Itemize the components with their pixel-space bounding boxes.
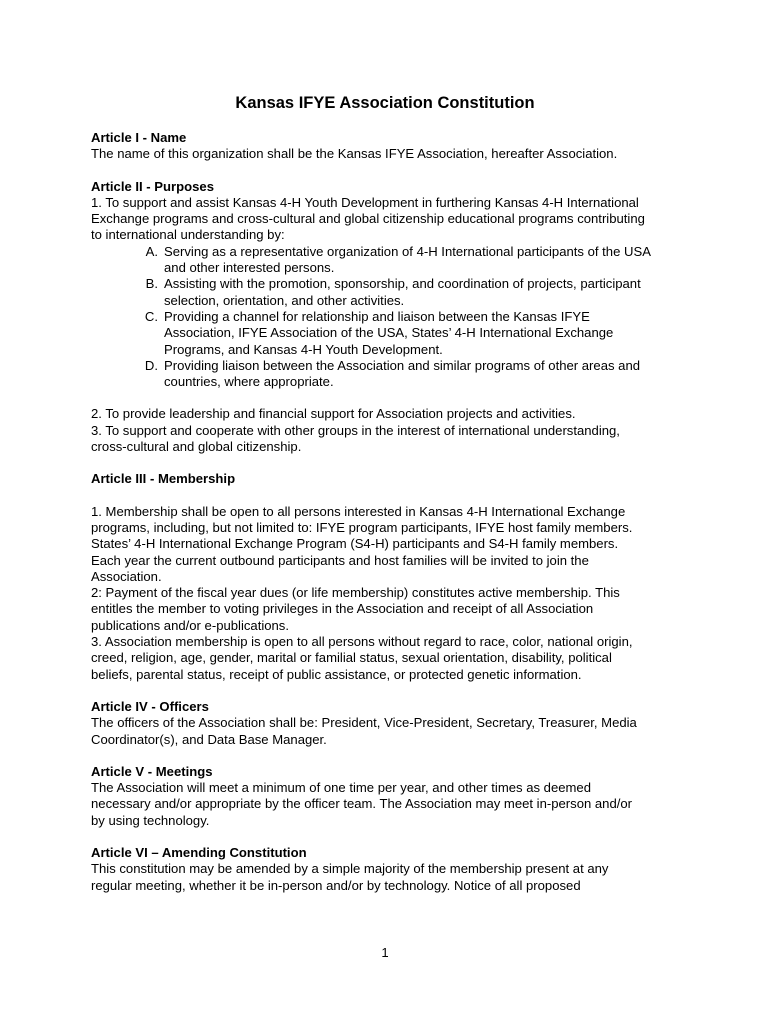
list-marker: A.: [145, 243, 158, 259]
paragraph-line: 1. Membership shall be open to all persons interested in Kansas 4-H International Exchange: [91, 503, 626, 519]
article-heading: Article II - Purposes: [91, 178, 214, 194]
list-item: [136, 358, 691, 391]
paragraph-line: programs, including, but not limited to: IFYE program participants, IFYE host family members.: [91, 519, 633, 535]
paragraph-line: Coordinator(s), and Data Base Manager.: [91, 731, 327, 747]
document-body: [91, 130, 691, 894]
list-item-line: Providing liaison between the Association and similar programs of other areas and: [164, 357, 641, 373]
list-item-line: countries, where appropriate.: [164, 374, 334, 390]
paragraph-line: The officers of the Association shall be: President, Vice-President, Secretary, Treasurer, Media: [91, 715, 637, 731]
paragraph-line: 2: Payment of the fiscal year dues (or life membership) constitutes active membership. This: [91, 585, 620, 601]
list-item-line: Providing a channel for relationship and liaison between the Kansas IFYE: [164, 308, 590, 324]
article-3: [91, 471, 691, 683]
article-4: [91, 699, 691, 748]
list-item-line: Association, IFYE Association of the USA, States’ 4-H International Exchange: [164, 325, 614, 341]
article-heading: Article V - Meetings: [91, 763, 213, 779]
list-item-line: Serving as a representative organization of 4-H International participants of the USA: [164, 243, 651, 259]
list-item: [136, 309, 691, 358]
paragraph-line: Association.: [91, 568, 162, 584]
paragraph-line: cross-cultural and global citizenship.: [91, 439, 302, 455]
article-6: [91, 845, 691, 894]
list-item: [136, 244, 691, 277]
paragraph-line: 3. To support and cooperate with other groups in the interest of international understanding,: [91, 422, 620, 438]
paragraph-line: Exchange programs and cross-cultural and global citizenship educational programs contributing: [91, 211, 645, 227]
list-item-line: Assisting with the promotion, sponsorship, and coordination of projects, participant: [164, 276, 641, 292]
paragraph-line: 1. To support and assist Kansas 4-H Youth Development in furthering Kansas 4-H International: [91, 194, 639, 210]
paragraph-line: necessary and/or appropriate by the officer team. The Association may meet in-person and/or: [91, 796, 633, 812]
list-marker: B.: [145, 276, 158, 292]
article-heading: Article III - Membership: [91, 471, 236, 487]
list-marker: C.: [144, 308, 158, 324]
paragraph-line: creed, religion, age, gender, marital or familial status, sexual orientation, disability, political: [91, 650, 612, 666]
list-item: [136, 276, 691, 309]
paragraph-line: to international understanding by:: [91, 227, 285, 243]
list-item-line: selection, orientation, and other activities.: [164, 292, 405, 308]
paragraph-line: 3. Association membership is open to all persons without regard to race, color, national origin,: [91, 634, 633, 650]
list-item-line: Programs, and Kansas 4-H Youth Development.: [164, 341, 443, 357]
article-heading: Article IV - Officers: [91, 698, 209, 714]
paragraph-line: The name of this organization shall be the Kansas IFYE Association, hereafter Association.: [91, 146, 618, 162]
article-1: [91, 130, 691, 163]
paragraph-line: This constitution may be amended by a simple majority of the membership present at any: [91, 861, 609, 877]
paragraph-line: entitles the member to voting privileges in the Association and receipt of all Association: [91, 601, 594, 617]
paragraph-line: States’ 4-H International Exchange Program (S4-H) participants and S4-H family members.: [91, 536, 619, 552]
paragraph-line: Each year the current outbound participants and host families will be invited to join the: [91, 552, 589, 568]
paragraph-line: publications and/or e-publications.: [91, 617, 289, 633]
paragraph-line: by using technology.: [91, 812, 210, 828]
page-number: 1: [381, 945, 389, 960]
paragraph-line: The Association will meet a minimum of one time per year, and other times as deemed: [91, 780, 591, 796]
purposes-list: [91, 244, 691, 391]
article-5: [91, 764, 691, 829]
article-heading: Article VI – Amending Constitution: [91, 844, 307, 860]
paragraph-line: regular meeting, whether it be in-person and/or by technology. Notice of all proposed: [91, 877, 581, 893]
article-heading: Article I - Name: [91, 130, 187, 145]
paragraph-line: 2. To provide leadership and financial support for Association projects and activities.: [91, 406, 576, 422]
paragraph-line: beliefs, parental status, receipt of public assistance, or protected genetic information.: [91, 666, 582, 682]
article-2: [91, 179, 691, 456]
page-title: Kansas IFYE Association Constitution: [235, 94, 535, 112]
list-item-line: and other interested persons.: [164, 260, 335, 276]
list-marker: D.: [144, 357, 158, 373]
